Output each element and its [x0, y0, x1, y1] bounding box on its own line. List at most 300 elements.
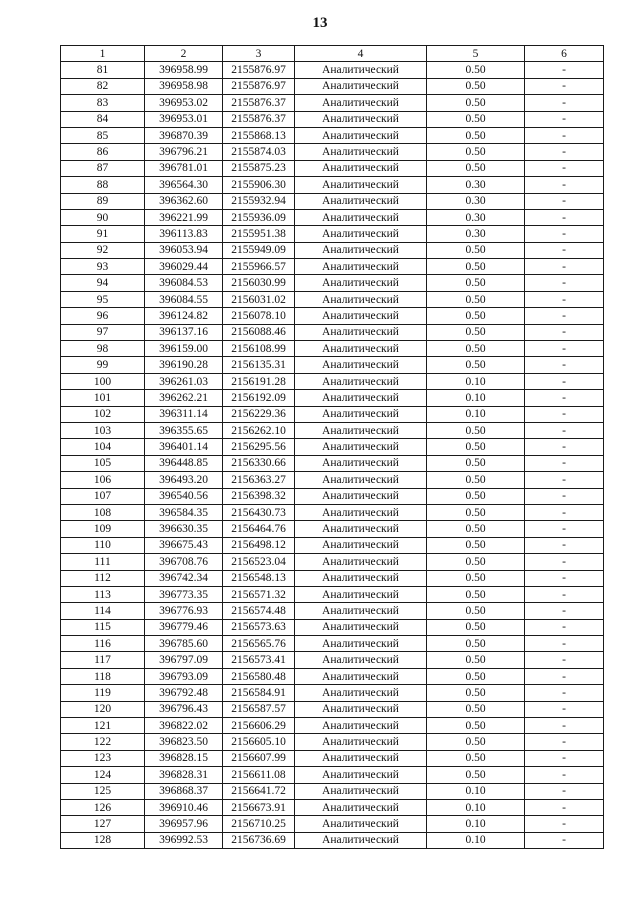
table-row: [61, 439, 604, 455]
y-coordinate-cell: 2155868.13: [223, 127, 295, 143]
y-coordinate-cell: 2156398.32: [223, 488, 295, 504]
point-number-cell: 99: [61, 357, 145, 373]
note-cell: -: [525, 209, 604, 225]
point-number-cell: 108: [61, 504, 145, 520]
y-coordinate-cell: 2155949.09: [223, 242, 295, 258]
point-number-cell: 113: [61, 586, 145, 602]
method-cell: Аналитический: [295, 636, 427, 652]
note-cell: -: [525, 95, 604, 111]
note-cell: -: [525, 357, 604, 373]
note-cell: -: [525, 390, 604, 406]
y-coordinate-cell: 2155875.23: [223, 160, 295, 176]
accuracy-cell: 0.50: [427, 439, 525, 455]
table-body: [61, 62, 604, 849]
x-coordinate-cell: 396084.55: [145, 291, 223, 307]
x-coordinate-cell: 396540.56: [145, 488, 223, 504]
table-row: [61, 193, 604, 209]
table-row: [61, 521, 604, 537]
y-coordinate-cell: 2156574.48: [223, 603, 295, 619]
method-cell: Аналитический: [295, 455, 427, 471]
method-cell: Аналитический: [295, 603, 427, 619]
point-number-cell: 97: [61, 324, 145, 340]
method-cell: Аналитический: [295, 668, 427, 684]
method-cell: Аналитический: [295, 226, 427, 242]
point-number-cell: 91: [61, 226, 145, 242]
accuracy-cell: 0.50: [427, 111, 525, 127]
x-coordinate-cell: 396792.48: [145, 685, 223, 701]
y-coordinate-cell: 2156548.13: [223, 570, 295, 586]
table-row: [61, 422, 604, 438]
method-cell: Аналитический: [295, 554, 427, 570]
method-cell: Аналитический: [295, 570, 427, 586]
accuracy-cell: 0.50: [427, 636, 525, 652]
method-cell: Аналитический: [295, 832, 427, 848]
table-row: [61, 259, 604, 275]
method-cell: Аналитический: [295, 95, 427, 111]
note-cell: -: [525, 242, 604, 258]
note-cell: -: [525, 275, 604, 291]
note-cell: -: [525, 767, 604, 783]
y-coordinate-cell: 2156736.69: [223, 832, 295, 848]
note-cell: -: [525, 455, 604, 471]
method-cell: Аналитический: [295, 62, 427, 78]
x-coordinate-cell: 396564.30: [145, 177, 223, 193]
accuracy-cell: 0.10: [427, 373, 525, 389]
note-cell: -: [525, 783, 604, 799]
table-row: [61, 406, 604, 422]
note-cell: -: [525, 422, 604, 438]
point-number-cell: 126: [61, 799, 145, 815]
point-number-cell: 104: [61, 439, 145, 455]
accuracy-cell: 0.10: [427, 816, 525, 832]
accuracy-cell: 0.50: [427, 586, 525, 602]
accuracy-cell: 0.50: [427, 668, 525, 684]
point-number-cell: 121: [61, 718, 145, 734]
x-coordinate-cell: 396584.35: [145, 504, 223, 520]
point-number-cell: 96: [61, 308, 145, 324]
method-cell: Аналитический: [295, 718, 427, 734]
method-cell: Аналитический: [295, 783, 427, 799]
x-coordinate-cell: 396708.76: [145, 554, 223, 570]
table-row: [61, 95, 604, 111]
table-row: [61, 373, 604, 389]
accuracy-cell: 0.50: [427, 308, 525, 324]
point-number-cell: 110: [61, 537, 145, 553]
point-number-cell: 114: [61, 603, 145, 619]
point-number-cell: 128: [61, 832, 145, 848]
method-cell: Аналитический: [295, 209, 427, 225]
y-coordinate-cell: 2156673.91: [223, 799, 295, 815]
y-coordinate-cell: 2155876.97: [223, 62, 295, 78]
method-cell: Аналитический: [295, 586, 427, 602]
y-coordinate-cell: 2156571.32: [223, 586, 295, 602]
point-number-cell: 124: [61, 767, 145, 783]
point-number-cell: 82: [61, 78, 145, 94]
y-coordinate-cell: 2156229.36: [223, 406, 295, 422]
table-row: [61, 570, 604, 586]
x-coordinate-cell: 396828.15: [145, 750, 223, 766]
x-coordinate-cell: 396675.43: [145, 537, 223, 553]
x-coordinate-cell: 396401.14: [145, 439, 223, 455]
method-cell: Аналитический: [295, 521, 427, 537]
accuracy-cell: 0.50: [427, 554, 525, 570]
table-row: [61, 341, 604, 357]
method-cell: Аналитический: [295, 177, 427, 193]
y-coordinate-cell: 2156710.25: [223, 816, 295, 832]
table-row: [61, 718, 604, 734]
point-number-cell: 111: [61, 554, 145, 570]
method-cell: Аналитический: [295, 537, 427, 553]
method-cell: Аналитический: [295, 275, 427, 291]
note-cell: -: [525, 111, 604, 127]
note-cell: -: [525, 78, 604, 94]
y-coordinate-cell: 2156135.31: [223, 357, 295, 373]
point-number-cell: 112: [61, 570, 145, 586]
table-row: [61, 783, 604, 799]
point-number-cell: 107: [61, 488, 145, 504]
point-number-cell: 94: [61, 275, 145, 291]
page-number: 13: [312, 15, 328, 31]
note-cell: -: [525, 177, 604, 193]
point-number-cell: 125: [61, 783, 145, 799]
x-coordinate-cell: 396773.35: [145, 586, 223, 602]
table-row: [61, 127, 604, 143]
accuracy-cell: 0.10: [427, 799, 525, 815]
method-cell: Аналитический: [295, 111, 427, 127]
accuracy-cell: 0.50: [427, 701, 525, 717]
point-number-cell: 95: [61, 291, 145, 307]
y-coordinate-cell: 2155906.30: [223, 177, 295, 193]
accuracy-cell: 0.50: [427, 62, 525, 78]
x-coordinate-cell: 396958.99: [145, 62, 223, 78]
table-row: [61, 504, 604, 520]
table-row: [61, 357, 604, 373]
point-number-cell: 103: [61, 422, 145, 438]
note-cell: -: [525, 127, 604, 143]
y-coordinate-cell: 2156573.41: [223, 652, 295, 668]
x-coordinate-cell: 396159.00: [145, 341, 223, 357]
note-cell: -: [525, 259, 604, 275]
note-cell: -: [525, 685, 604, 701]
note-cell: -: [525, 570, 604, 586]
accuracy-cell: 0.50: [427, 324, 525, 340]
table-row: [61, 291, 604, 307]
table-row: [61, 701, 604, 717]
x-coordinate-cell: 396828.31: [145, 767, 223, 783]
accuracy-cell: 0.50: [427, 504, 525, 520]
point-number-cell: 85: [61, 127, 145, 143]
x-coordinate-cell: 396870.39: [145, 127, 223, 143]
method-cell: Аналитический: [295, 504, 427, 520]
table-row: [61, 816, 604, 832]
note-cell: -: [525, 701, 604, 717]
point-number-cell: 106: [61, 472, 145, 488]
table-row: [61, 390, 604, 406]
y-coordinate-cell: 2156363.27: [223, 472, 295, 488]
x-coordinate-cell: 396868.37: [145, 783, 223, 799]
header-cell-col6: 6: [525, 46, 604, 62]
accuracy-cell: 0.10: [427, 406, 525, 422]
accuracy-cell: 0.50: [427, 488, 525, 504]
x-coordinate-cell: 396190.28: [145, 357, 223, 373]
x-coordinate-cell: 396779.46: [145, 619, 223, 635]
y-coordinate-cell: 2156587.57: [223, 701, 295, 717]
accuracy-cell: 0.50: [427, 750, 525, 766]
accuracy-cell: 0.50: [427, 144, 525, 160]
header-row: [61, 46, 604, 62]
accuracy-cell: 0.50: [427, 767, 525, 783]
table-row: [61, 554, 604, 570]
method-cell: Аналитический: [295, 685, 427, 701]
accuracy-cell: 0.50: [427, 422, 525, 438]
x-coordinate-cell: 396953.02: [145, 95, 223, 111]
x-coordinate-cell: 396053.94: [145, 242, 223, 258]
method-cell: Аналитический: [295, 78, 427, 94]
y-coordinate-cell: 2155876.97: [223, 78, 295, 94]
table-row: [61, 177, 604, 193]
y-coordinate-cell: 2156430.73: [223, 504, 295, 520]
point-number-cell: 123: [61, 750, 145, 766]
y-coordinate-cell: 2156606.29: [223, 718, 295, 734]
note-cell: -: [525, 341, 604, 357]
accuracy-cell: 0.50: [427, 357, 525, 373]
accuracy-cell: 0.10: [427, 390, 525, 406]
accuracy-cell: 0.10: [427, 783, 525, 799]
y-coordinate-cell: 2156498.12: [223, 537, 295, 553]
x-coordinate-cell: 396953.01: [145, 111, 223, 127]
x-coordinate-cell: 396957.96: [145, 816, 223, 832]
x-coordinate-cell: 396822.02: [145, 718, 223, 734]
point-number-cell: 105: [61, 455, 145, 471]
note-cell: -: [525, 62, 604, 78]
point-number-cell: 122: [61, 734, 145, 750]
point-number-cell: 127: [61, 816, 145, 832]
x-coordinate-cell: 396793.09: [145, 668, 223, 684]
note-cell: -: [525, 144, 604, 160]
y-coordinate-cell: 2156605.10: [223, 734, 295, 750]
y-coordinate-cell: 2156523.04: [223, 554, 295, 570]
method-cell: Аналитический: [295, 259, 427, 275]
table-row: [61, 160, 604, 176]
header-cell-col4: 4: [295, 46, 427, 62]
accuracy-cell: 0.30: [427, 209, 525, 225]
method-cell: Аналитический: [295, 193, 427, 209]
x-coordinate-cell: 396262.21: [145, 390, 223, 406]
note-cell: -: [525, 537, 604, 553]
coordinates-table: [60, 45, 604, 849]
table-row: [61, 537, 604, 553]
point-number-cell: 93: [61, 259, 145, 275]
x-coordinate-cell: 396311.14: [145, 406, 223, 422]
y-coordinate-cell: 2156031.02: [223, 291, 295, 307]
method-cell: Аналитический: [295, 652, 427, 668]
table-row: [61, 619, 604, 635]
accuracy-cell: 0.50: [427, 685, 525, 701]
y-coordinate-cell: 2156078.10: [223, 308, 295, 324]
method-cell: Аналитический: [295, 422, 427, 438]
table-row: [61, 308, 604, 324]
method-cell: Аналитический: [295, 144, 427, 160]
y-coordinate-cell: 2155932.94: [223, 193, 295, 209]
y-coordinate-cell: 2155876.37: [223, 111, 295, 127]
method-cell: Аналитический: [295, 799, 427, 815]
y-coordinate-cell: 2156295.56: [223, 439, 295, 455]
note-cell: -: [525, 734, 604, 750]
table-row: [61, 767, 604, 783]
x-coordinate-cell: 396113.83: [145, 226, 223, 242]
accuracy-cell: 0.50: [427, 259, 525, 275]
table-row: [61, 472, 604, 488]
method-cell: Аналитический: [295, 291, 427, 307]
table-row: [61, 652, 604, 668]
table-row: [61, 832, 604, 848]
table-row: [61, 750, 604, 766]
method-cell: Аналитический: [295, 160, 427, 176]
note-cell: -: [525, 619, 604, 635]
y-coordinate-cell: 2156330.66: [223, 455, 295, 471]
accuracy-cell: 0.50: [427, 275, 525, 291]
table-row: [61, 111, 604, 127]
point-number-cell: 90: [61, 209, 145, 225]
method-cell: Аналитический: [295, 488, 427, 504]
table-row: [61, 455, 604, 471]
method-cell: Аналитический: [295, 767, 427, 783]
x-coordinate-cell: 396124.82: [145, 308, 223, 324]
point-number-cell: 102: [61, 406, 145, 422]
method-cell: Аналитический: [295, 734, 427, 750]
accuracy-cell: 0.50: [427, 160, 525, 176]
accuracy-cell: 0.30: [427, 177, 525, 193]
method-cell: Аналитический: [295, 308, 427, 324]
point-number-cell: 116: [61, 636, 145, 652]
method-cell: Аналитический: [295, 750, 427, 766]
y-coordinate-cell: 2156192.09: [223, 390, 295, 406]
accuracy-cell: 0.50: [427, 521, 525, 537]
table-row: [61, 488, 604, 504]
table-row: [61, 586, 604, 602]
table-row: [61, 209, 604, 225]
method-cell: Аналитический: [295, 619, 427, 635]
note-cell: -: [525, 373, 604, 389]
point-number-cell: 87: [61, 160, 145, 176]
point-number-cell: 109: [61, 521, 145, 537]
method-cell: Аналитический: [295, 127, 427, 143]
method-cell: Аналитический: [295, 701, 427, 717]
point-number-cell: 81: [61, 62, 145, 78]
y-coordinate-cell: 2156030.99: [223, 275, 295, 291]
note-cell: -: [525, 799, 604, 815]
x-coordinate-cell: 396958.98: [145, 78, 223, 94]
note-cell: -: [525, 226, 604, 242]
table-header: [61, 46, 604, 62]
y-coordinate-cell: 2156573.63: [223, 619, 295, 635]
accuracy-cell: 0.50: [427, 652, 525, 668]
note-cell: -: [525, 521, 604, 537]
table-row: [61, 62, 604, 78]
note-cell: -: [525, 488, 604, 504]
accuracy-cell: 0.50: [427, 472, 525, 488]
point-number-cell: 84: [61, 111, 145, 127]
accuracy-cell: 0.50: [427, 603, 525, 619]
note-cell: -: [525, 586, 604, 602]
accuracy-cell: 0.50: [427, 242, 525, 258]
x-coordinate-cell: 396796.43: [145, 701, 223, 717]
header-cell-col5: 5: [427, 46, 525, 62]
table-row: [61, 144, 604, 160]
point-number-cell: 120: [61, 701, 145, 717]
method-cell: Аналитический: [295, 373, 427, 389]
accuracy-cell: 0.50: [427, 291, 525, 307]
x-coordinate-cell: 396785.60: [145, 636, 223, 652]
note-cell: -: [525, 652, 604, 668]
x-coordinate-cell: 396221.99: [145, 209, 223, 225]
point-number-cell: 86: [61, 144, 145, 160]
point-number-cell: 98: [61, 341, 145, 357]
note-cell: -: [525, 406, 604, 422]
accuracy-cell: 0.50: [427, 455, 525, 471]
note-cell: -: [525, 668, 604, 684]
note-cell: -: [525, 472, 604, 488]
table-row: [61, 78, 604, 94]
x-coordinate-cell: 396630.35: [145, 521, 223, 537]
method-cell: Аналитический: [295, 242, 427, 258]
point-number-cell: 88: [61, 177, 145, 193]
accuracy-cell: 0.50: [427, 537, 525, 553]
point-number-cell: 89: [61, 193, 145, 209]
y-coordinate-cell: 2156262.10: [223, 422, 295, 438]
y-coordinate-cell: 2155874.03: [223, 144, 295, 160]
method-cell: Аналитический: [295, 439, 427, 455]
note-cell: -: [525, 291, 604, 307]
y-coordinate-cell: 2156464.76: [223, 521, 295, 537]
note-cell: -: [525, 193, 604, 209]
table-row: [61, 324, 604, 340]
x-coordinate-cell: 396084.53: [145, 275, 223, 291]
note-cell: -: [525, 832, 604, 848]
table-row: [61, 685, 604, 701]
accuracy-cell: 0.30: [427, 193, 525, 209]
table-row: [61, 636, 604, 652]
table-row: [61, 226, 604, 242]
method-cell: Аналитический: [295, 472, 427, 488]
note-cell: -: [525, 603, 604, 619]
header-cell-col2: 2: [145, 46, 223, 62]
y-coordinate-cell: 2155876.37: [223, 95, 295, 111]
accuracy-cell: 0.50: [427, 95, 525, 111]
y-coordinate-cell: 2155936.09: [223, 209, 295, 225]
x-coordinate-cell: 396029.44: [145, 259, 223, 275]
note-cell: -: [525, 718, 604, 734]
header-cell-col1: 1: [61, 46, 145, 62]
point-number-cell: 115: [61, 619, 145, 635]
header-cell-col3: 3: [223, 46, 295, 62]
point-number-cell: 100: [61, 373, 145, 389]
table-row: [61, 603, 604, 619]
accuracy-cell: 0.50: [427, 341, 525, 357]
point-number-cell: 117: [61, 652, 145, 668]
accuracy-cell: 0.10: [427, 832, 525, 848]
y-coordinate-cell: 2156580.48: [223, 668, 295, 684]
accuracy-cell: 0.50: [427, 570, 525, 586]
note-cell: -: [525, 504, 604, 520]
x-coordinate-cell: 396137.16: [145, 324, 223, 340]
y-coordinate-cell: 2155966.57: [223, 259, 295, 275]
x-coordinate-cell: 396797.09: [145, 652, 223, 668]
method-cell: Аналитический: [295, 406, 427, 422]
table-row: [61, 799, 604, 815]
accuracy-cell: 0.50: [427, 619, 525, 635]
y-coordinate-cell: 2156191.28: [223, 373, 295, 389]
